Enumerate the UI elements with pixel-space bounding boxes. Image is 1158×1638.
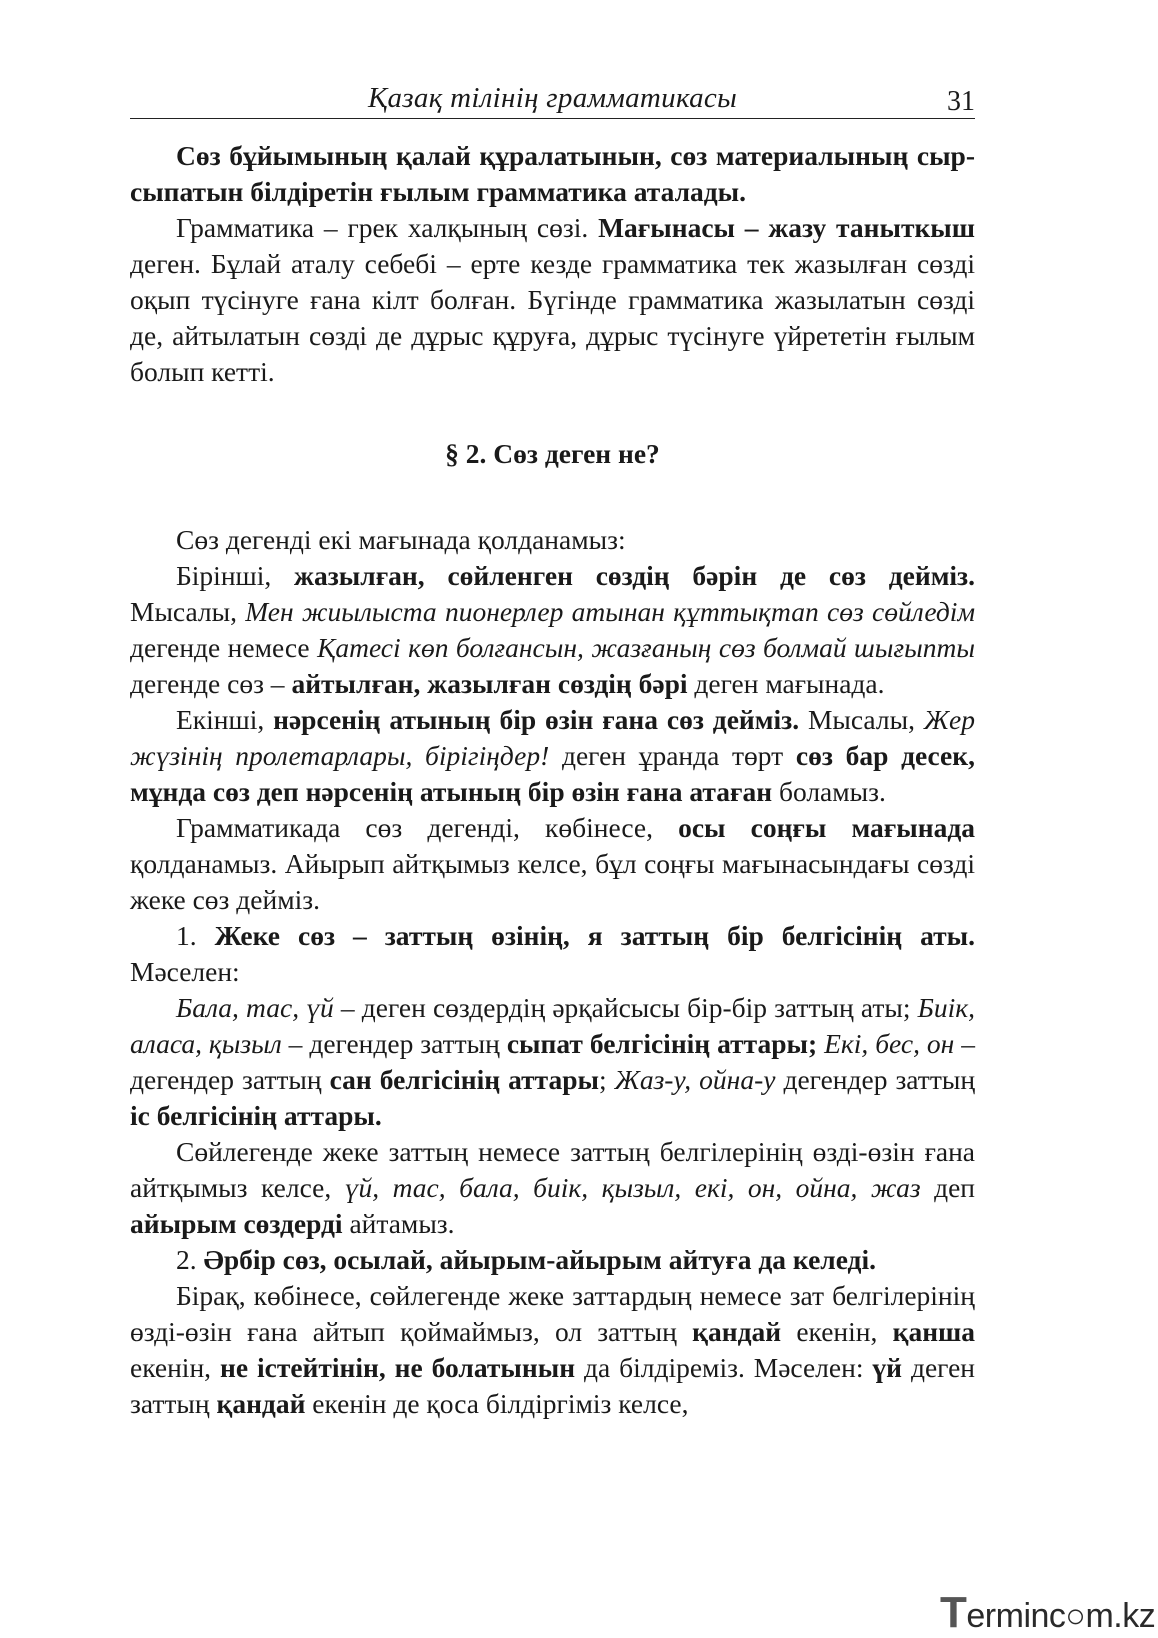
numbered-paragraph-2	[130, 1242, 975, 1278]
text: деген заттың	[130, 1352, 975, 1419]
section-heading: § 2. Сөз деген не?	[445, 438, 660, 469]
text: екенін де қоса білдіргіміз келсе,	[305, 1388, 689, 1419]
text: деген ұранда төрт	[549, 740, 796, 771]
text: 2.	[176, 1244, 204, 1275]
italic-example: Екі, бес, он	[824, 1028, 955, 1059]
text: Мысалы,	[130, 596, 246, 627]
bold-text: нәрсенің атының бір өзін ғана сөз дейміз.	[273, 704, 800, 735]
paragraph	[130, 702, 975, 810]
bold-text: іс белгісінің аттары.	[130, 1100, 382, 1131]
text: дегендер заттың	[775, 1064, 976, 1095]
logo-o: ○	[1065, 1597, 1086, 1635]
text: Грамматика – грек халқының сөзі.	[176, 212, 599, 243]
bold-text: жазылған, сөйленген сөздің бәрін де сөз дейміз.	[294, 560, 975, 591]
text: деп	[920, 1172, 975, 1203]
paragraph	[130, 1278, 975, 1422]
text: – деген сөздердің әрқайсысы бір-бір заттың аты;	[333, 992, 918, 1023]
paragraph	[130, 1134, 975, 1242]
bold-text: қанша	[892, 1316, 975, 1347]
text: қолданамыз. Айырып айтқымыз келсе, бұл соңғы мағынасындағы сөзді жеке сөз дейміз.	[130, 848, 975, 915]
definition-paragraph	[130, 138, 975, 210]
logo-initial: T	[940, 1588, 967, 1637]
text: деген. Бұлай аталу себебі – ерте кезде грамматика тек жазылған сөзді оқып түсінуге ғана кілт болған. Бүгінде грамматика жазылатын сөзді де, айтылатын сөзді де дұрыс құруға, дұрыс түсінуге үйрететін ғылым болып кетті.	[130, 248, 975, 387]
paragraph	[130, 810, 975, 918]
bold-text: айырым сөздерді	[130, 1208, 343, 1239]
italic-example: Мен жиылыста пионерлер атынан құттықтап сөз сөйледім	[245, 596, 975, 627]
bold-text: айтылған, жазылған сөздің бәрі	[291, 668, 688, 699]
text: деген мағынада.	[687, 668, 885, 699]
text: дегенде немесе	[130, 632, 318, 663]
text: айтамыз.	[342, 1208, 455, 1239]
text: Мәселен:	[130, 956, 240, 987]
italic-example: Қатесі көп болғансын, жазғаның сөз болмай шығыпты	[317, 632, 975, 663]
italic-example: Бала, тас, үй	[176, 992, 334, 1023]
bold-text: сан белгісінің аттары	[329, 1064, 599, 1095]
bold-text: сыпат белгісінің аттары;	[506, 1028, 818, 1059]
text: Грамматикада сөз дегенді, көбінесе,	[176, 812, 679, 843]
logo-text: erminc	[966, 1597, 1066, 1635]
bold-text: қандай	[216, 1388, 306, 1419]
page-number: 31	[947, 86, 975, 117]
text: Мысалы,	[799, 704, 924, 735]
bold-text: Әрбір сөз, осылай, айырым-айырым айтуға да келеді.	[203, 1244, 876, 1275]
paragraph	[130, 210, 975, 390]
text: Екінші,	[176, 704, 274, 735]
italic-example: Жер жүзінің пролетарлары, бірігіңдер!	[130, 704, 975, 771]
text: Бірінші,	[176, 560, 295, 591]
text: – дегендер заттың	[130, 1028, 976, 1095]
logo-tail: m.kz	[1085, 1597, 1156, 1635]
italic-example: үй, тас, бала, биік, қызыл, екі, он, ойна, жаз	[344, 1172, 921, 1203]
text: – дегендер заттың	[281, 1028, 507, 1059]
bold-text: осы соңғы мағынада	[678, 812, 975, 843]
text: Бірақ, көбінесе, сөйлегенде жеке заттардың немесе зат белгілерінің өзді-өзін ғана айтып қоймаймыз, ол заттың	[130, 1280, 975, 1347]
text: боламыз.	[772, 776, 886, 807]
text: Сөйлегенде жеке заттың немесе заттың белгілерінің өзді-өзін ғана айтқымыз келсе,	[130, 1136, 975, 1203]
italic-example: Жаз-у, ойна-у	[614, 1064, 776, 1095]
running-title: Қазақ тілінің грамматикасы	[367, 82, 738, 114]
numbered-paragraph-1	[130, 918, 975, 990]
page-body	[130, 138, 975, 1422]
bold-text: үй	[872, 1352, 903, 1383]
page-header	[130, 78, 975, 119]
italic-example: Биік, аласа, қызыл	[130, 992, 975, 1059]
text: ;	[598, 1064, 615, 1095]
text: екенін,	[781, 1316, 893, 1347]
bold-text: Мағынасы – жазу таныткыш	[598, 212, 975, 243]
text: екенін,	[130, 1352, 220, 1383]
termincom-watermark-logo	[940, 1588, 1155, 1638]
bold-text: Жеке сөз – заттың өзінің, я заттың бір белгісінің аты.	[214, 920, 975, 951]
bold-text: не істейтінін, не болатынын	[219, 1352, 576, 1383]
bold-text: қандай	[692, 1316, 782, 1347]
bold-text: Сөз бұйымының қалай құралатынын, сөз материалының сыр-сыпатын білдіретін ғылым грамматика аталады.	[130, 140, 975, 207]
text: 1.	[176, 920, 215, 951]
text: да білдіреміз. Мәселен:	[575, 1352, 873, 1383]
paragraph	[130, 558, 975, 702]
bold-text: сөз бар десек, мұнда сөз деп нәрсенің атының бір өзін ғана атаған	[130, 740, 975, 807]
paragraph: Сөз дегенді екі мағынада қолданамыз:	[176, 524, 626, 555]
text: дегенде сөз –	[130, 668, 292, 699]
paragraph	[130, 990, 975, 1134]
